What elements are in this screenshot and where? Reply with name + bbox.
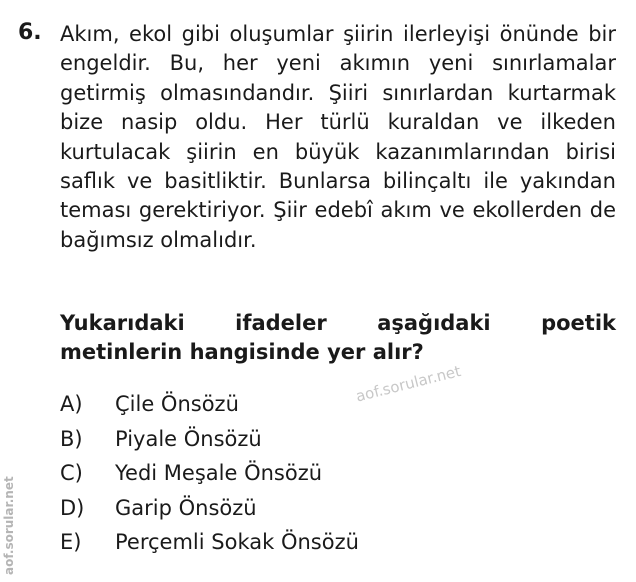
option-b[interactable] [60, 425, 580, 460]
question-prompt: Yukarıdaki ifadeler aşağıdaki poetik metinlerin hangisinde yer alır? [60, 311, 616, 364]
option-c[interactable] [60, 459, 580, 494]
option-d[interactable] [60, 494, 580, 529]
option-text: Perçemli Sokak Önsözü [115, 530, 359, 554]
option-text: Çile Önsözü [115, 392, 239, 416]
question-passage: Akım, ekol gibi oluşumlar şiirin ilerleyişi önünde bir engeldir. Bu, her yeni akımın yeni sınırlamalar getirmiş olmasındandır. Şiiri sınırlardan kurtarmak bize nasip oldu. Her türlü kuraldan ve ilkeden kurtulacak şiirin en büyük kazanımlarından birisi saflık ve basitliktir. Bunlarsa bilinçaltı ile yakından teması gerektiriyor. Şiir edebî akım ve ekollerden de bağımsız olmalıdır. [60, 22, 616, 252]
option-text: Piyale Önsözü [115, 426, 262, 451]
option-e[interactable] [60, 528, 580, 563]
option-text: Garip Önsözü [115, 495, 257, 520]
option-a[interactable] [60, 390, 580, 425]
question-number: 6. [18, 20, 42, 45]
option-letter: A) [60, 392, 83, 416]
option-letter: D) [60, 495, 85, 520]
watermark-center: aof.sorular.net [354, 361, 463, 406]
option-letter: E) [60, 530, 82, 554]
option-letter: C) [60, 461, 83, 485]
option-text: Yedi Meşale Önsözü [115, 461, 323, 485]
answer-options [60, 390, 580, 563]
watermark-side: aof.sorular.net [2, 476, 16, 575]
option-letter: B) [60, 426, 83, 451]
